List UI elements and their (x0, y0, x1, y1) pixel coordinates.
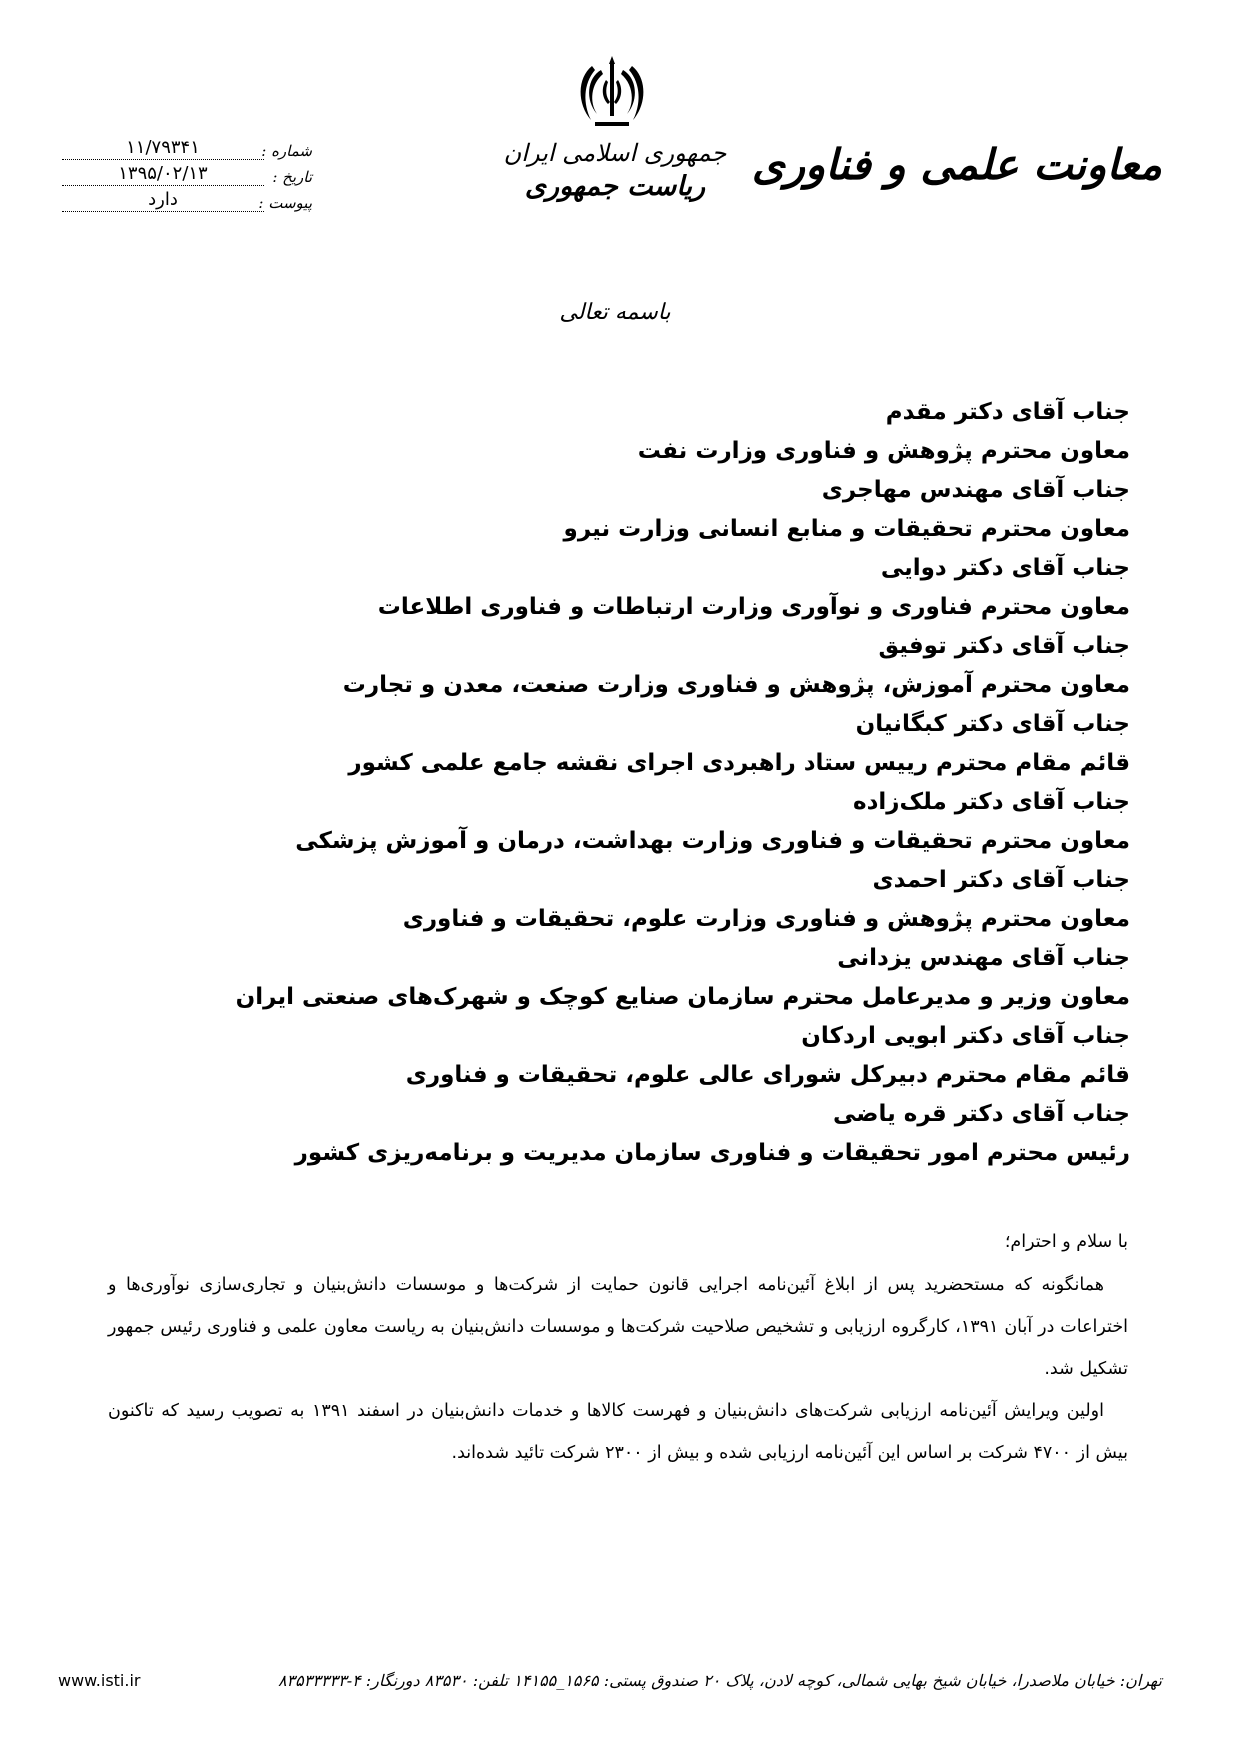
letter-number-label: شماره : (261, 142, 312, 160)
letter-date-row (62, 160, 312, 186)
letter-number-value: ۱۱/۷۹۳۴۱ (62, 137, 264, 160)
recipient-line: معاون محترم پژوهش و فناوری وزارت علوم، تحقیقات و فناوری (402, 906, 1130, 932)
recipient-line: جناب آقای دکتر ابویی اردکان (801, 1023, 1130, 1049)
republic-heading (500, 136, 730, 204)
letter-metadata (62, 134, 312, 212)
recipient-line: قائم مقام محترم دبیرکل شورای عالی علوم، تحقیقات و فناوری (405, 1062, 1130, 1088)
recipient-line: جناب آقای دکتر کبگانیان (855, 711, 1130, 737)
organization-name: معاونت علمی و فناوری (751, 140, 1162, 189)
recipient-line: جناب آقای مهندس یزدانی (837, 945, 1130, 971)
recipient-line: جناب آقای دکتر احمدی (872, 867, 1130, 893)
letter-date-label: تاریخ : (272, 168, 312, 186)
greeting: با سلام و احترام؛ (1004, 1232, 1128, 1252)
recipient-line: جناب آقای مهندس مهاجری (821, 477, 1130, 503)
recipient-line: معاون وزیر و مدیرعامل محترم سازمان صنایع کوچک و شهرک‌های صنعتی ایران (235, 984, 1130, 1010)
recipient-line: معاون محترم فناوری و نوآوری وزارت ارتباطات و فناوری اطلاعات (377, 594, 1130, 620)
recipient-line: جناب آقای دکتر قره یاضی (833, 1101, 1130, 1127)
recipients-list (130, 393, 1130, 1173)
recipient-line: جناب آقای دکتر توفیق (878, 633, 1130, 659)
recipient-line: معاون محترم تحقیقات و منابع انسانی وزارت نیرو (563, 516, 1130, 542)
recipient-line: قائم مقام محترم رییس ستاد راهبردی اجرای نقشه جامع علمی کشور (348, 750, 1130, 776)
republic-title: جمهوری اسلامی ایران (503, 139, 727, 167)
presidency-title: ریاست جمهوری (524, 171, 706, 202)
attachment-value: دارد (62, 189, 264, 212)
recipient-line: معاون محترم تحقیقات و فناوری وزارت بهداشت، درمان و آموزش پزشکی (295, 828, 1130, 854)
postal-address: تهران: خیابان ملاصدرا، خیابان شیخ بهایی شمالی، کوچه لادن، پلاک ۲۰ صندوق پستی: ۱۵۶۵_۱۴۱۵۵ تلفن: ۸۳۵۳۰ دورنگار: ۴-۸۳۵۳۳۳۳۳ (277, 1670, 1162, 1690)
body-paragraph: اولین ویرایش آئین‌نامه ارزیابی شرکت‌های دانش‌بنیان و فهرست کالاها و خدمات دانش‌بنیان در اسفند ۱۳۹۱ به تصویب رسید که تاکنون بیش از ۴۷۰۰ شرکت بر اساس این آئین‌نامه ارزیابی شده و بیش از ۲۳۰۰ شرکت تائید شده‌اند. (108, 1401, 1128, 1463)
attachment-label: پیوست : (258, 194, 312, 212)
footer (58, 1660, 1162, 1700)
recipient-line: معاون محترم پژوهش و فناوری وزارت نفت (637, 438, 1130, 464)
letter-date-value: ۱۳۹۵/۰۲/۱۳ (62, 163, 264, 186)
recipient-line: معاون محترم آموزش، پژوهش و فناوری وزارت صنعت، معدن و تجارت (342, 672, 1130, 698)
body-paragraph: همانگونه که مستحضرید پس از ابلاغ آئین‌نامه اجرایی قانون حمایت از شرکت‌ها و موسسات دانش‌بنیان و تجاری‌سازی نوآوری‌ها و اختراعات در آبان ۱۳۹۱، کارگروه ارزیابی و تشخیص صلاحیت شرکت‌ها و موسسات دانش‌بنیان به ریاست معاون علمی و فناوری رئیس جمهور تشکیل شد. (108, 1275, 1128, 1379)
letter-number-row (62, 134, 312, 160)
iran-emblem-icon (573, 52, 651, 130)
recipient-line: جناب آقای دکتر ملک‌زاده (853, 789, 1130, 815)
letter-body (108, 1222, 1128, 1474)
recipient-line: جناب آقای دکتر دوایی (880, 555, 1130, 581)
website-link[interactable]: www.isti.ir (58, 1670, 141, 1690)
recipient-line: رئیس محترم امور تحقیقات و فناوری سازمان مدیریت و برنامه‌ریزی کشور (294, 1140, 1130, 1166)
recipient-line: جناب آقای دکتر مقدم (885, 399, 1130, 425)
bismillah: باسمه تعالی (559, 300, 671, 325)
attachment-row (62, 186, 312, 212)
